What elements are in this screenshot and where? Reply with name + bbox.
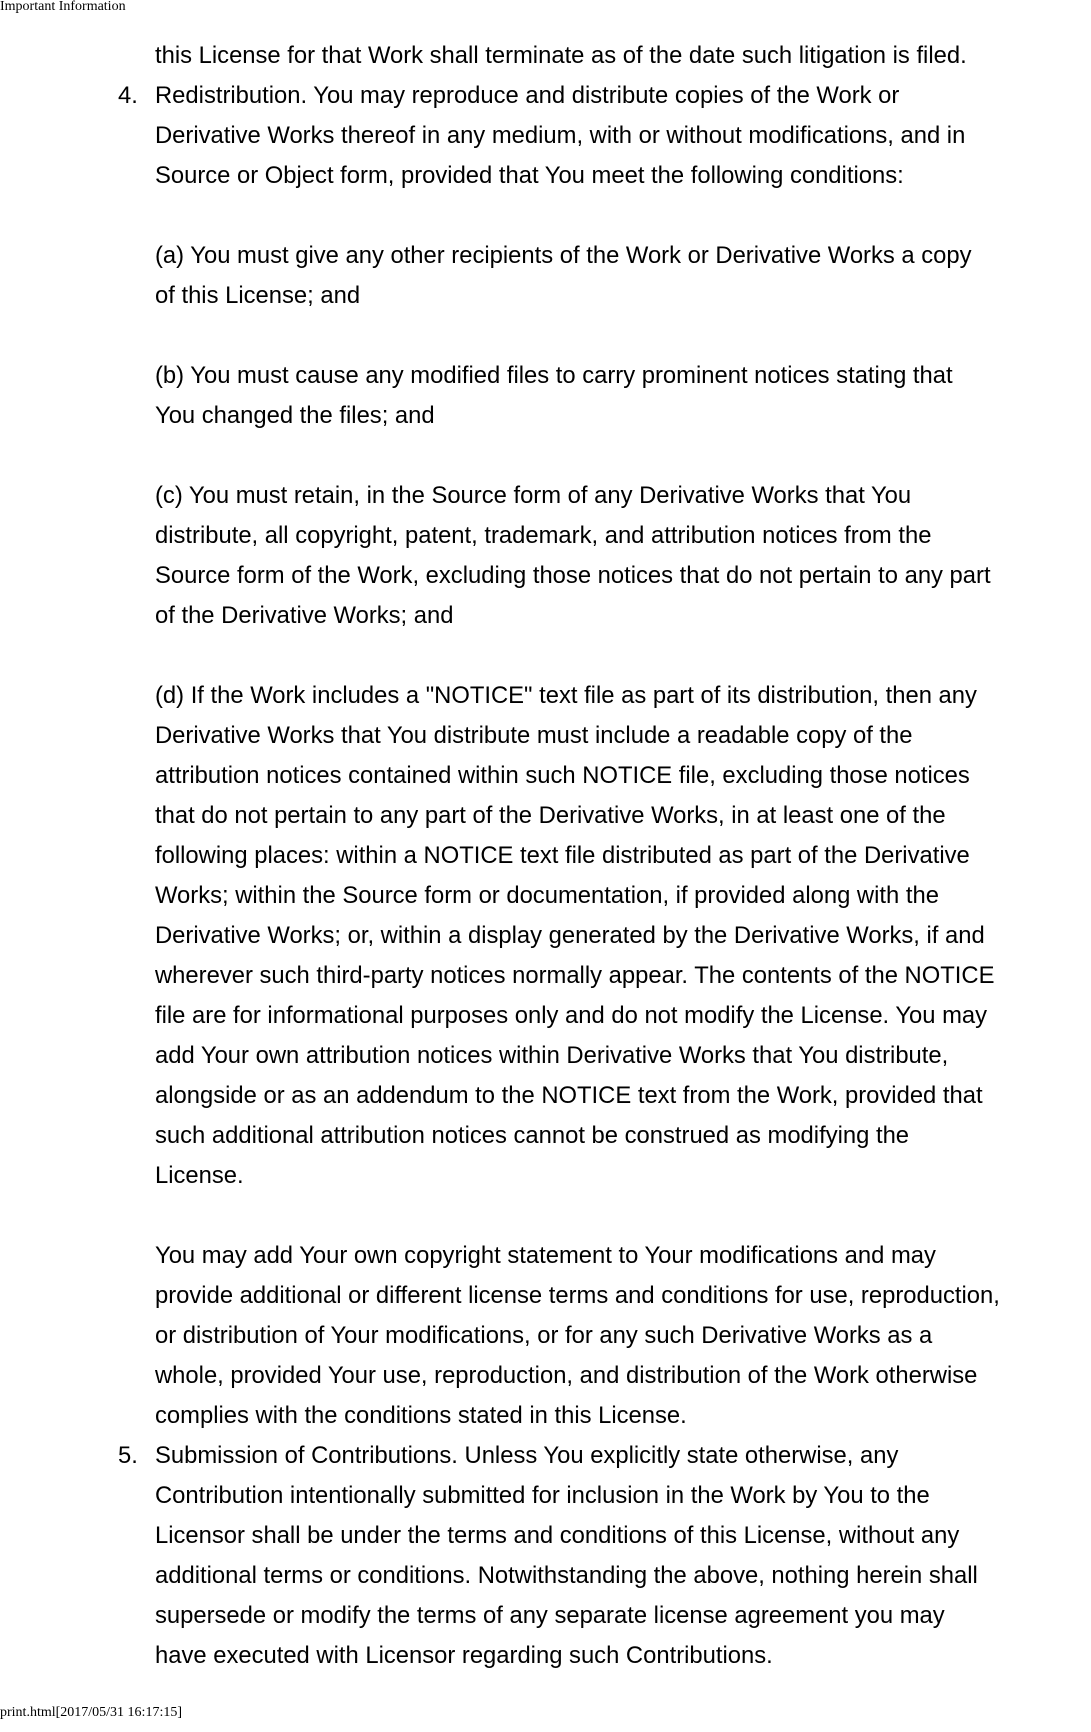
line-text: add Your own attribution notices within Derivative Works that You distribute, bbox=[155, 1042, 949, 1069]
text-line bbox=[0, 1396, 1091, 1436]
text-line bbox=[0, 116, 1091, 156]
line-text: Redistribution. You may reproduce and distribute copies of the Work or bbox=[155, 82, 900, 109]
line-text: distribute, all copyright, patent, trademark, and attribution notices from the bbox=[155, 522, 932, 549]
blank-line bbox=[0, 436, 1091, 476]
line-text: have executed with Licensor regarding such Contributions. bbox=[155, 1642, 773, 1669]
line-text: Source form of the Work, excluding those notices that do not pertain to any part bbox=[155, 562, 991, 589]
line-text: Derivative Works that You distribute must include a readable copy of the bbox=[155, 722, 913, 749]
blank-line bbox=[0, 196, 1091, 236]
line-text: Submission of Contributions. Unless You explicitly state otherwise, any bbox=[155, 1442, 899, 1469]
line-text: such additional attribution notices cannot be construed as modifying the bbox=[155, 1122, 910, 1149]
line-text: this License for that Work shall terminate as of the date such litigation is filed. bbox=[155, 42, 967, 69]
text-line bbox=[0, 1596, 1091, 1636]
text-line bbox=[0, 476, 1091, 516]
line-text: (a) You must give any other recipients of the Work or Derivative Works a copy bbox=[155, 242, 972, 269]
text-line bbox=[0, 1116, 1091, 1156]
text-line bbox=[0, 1476, 1091, 1516]
line-text: that do not pertain to any part of the Derivative Works, in at least one of the bbox=[155, 802, 946, 829]
text-line bbox=[0, 156, 1091, 196]
line-text: whole, provided Your use, reproduction, and distribution of the Work otherwise bbox=[155, 1362, 978, 1389]
page-footer: print.html[2017/05/31 16:17:15] bbox=[0, 1705, 182, 1720]
text-line bbox=[0, 596, 1091, 636]
text-line bbox=[0, 956, 1091, 996]
line-text: You may add Your own copyright statement to Your modifications and may bbox=[155, 1242, 936, 1269]
line-text: License. bbox=[155, 1162, 244, 1189]
text-line bbox=[0, 1516, 1091, 1556]
blank-line bbox=[0, 316, 1091, 356]
line-text: following places: within a NOTICE text file distributed as part of the Derivative bbox=[155, 842, 970, 869]
blank-line bbox=[0, 1196, 1091, 1236]
text-line bbox=[0, 1076, 1091, 1116]
line-text: (d) If the Work includes a "NOTICE" text file as part of its distribution, then any bbox=[155, 682, 977, 709]
text-line bbox=[0, 236, 1091, 276]
text-line bbox=[0, 556, 1091, 596]
line-text: of this License; and bbox=[155, 282, 361, 309]
line-text: (b) You must cause any modified files to carry prominent notices stating that bbox=[155, 362, 953, 389]
line-text: (c) You must retain, in the Source form of any Derivative Works that You bbox=[155, 482, 912, 509]
line-text: Works; within the Source form or documentation, if provided along with the bbox=[155, 882, 939, 909]
document-body bbox=[0, 36, 1091, 1676]
text-line bbox=[0, 1276, 1091, 1316]
text-line bbox=[0, 796, 1091, 836]
line-text: Derivative Works thereof in any medium, with or without modifications, and in bbox=[155, 122, 966, 149]
page-header: Important Information bbox=[0, 0, 126, 14]
text-line bbox=[0, 916, 1091, 956]
text-line bbox=[0, 1156, 1091, 1196]
text-line bbox=[0, 396, 1091, 436]
line-text: or distribution of Your modifications, or for any such Derivative Works as a bbox=[155, 1322, 933, 1349]
text-line bbox=[0, 276, 1091, 316]
text-line bbox=[0, 1556, 1091, 1596]
text-line bbox=[0, 1356, 1091, 1396]
line-text: file are for informational purposes only and do not modify the License. You may bbox=[155, 1002, 988, 1029]
text-line bbox=[0, 996, 1091, 1036]
line-text: additional terms or conditions. Notwithstanding the above, nothing herein shall bbox=[155, 1562, 978, 1589]
list-number: 5. bbox=[118, 1442, 138, 1469]
line-text: of the Derivative Works; and bbox=[155, 602, 454, 629]
text-line bbox=[0, 76, 1091, 116]
line-text: Contribution intentionally submitted for inclusion in the Work by You to the bbox=[155, 1482, 930, 1509]
text-line bbox=[0, 516, 1091, 556]
text-line bbox=[0, 356, 1091, 396]
line-text: attribution notices contained within such NOTICE file, excluding those notices bbox=[155, 762, 970, 789]
text-line bbox=[0, 676, 1091, 716]
line-text: supersede or modify the terms of any separate license agreement you may bbox=[155, 1602, 945, 1629]
line-text: alongside or as an addendum to the NOTICE text from the Work, provided that bbox=[155, 1082, 983, 1109]
line-text: provide additional or different license terms and conditions for use, reproduction, bbox=[155, 1282, 1000, 1309]
line-text: Licensor shall be under the terms and conditions of this License, without any bbox=[155, 1522, 960, 1549]
line-text: complies with the conditions stated in this License. bbox=[155, 1402, 687, 1429]
line-text: Derivative Works; or, within a display generated by the Derivative Works, if and bbox=[155, 922, 985, 949]
text-line bbox=[0, 1316, 1091, 1356]
text-line bbox=[0, 716, 1091, 756]
text-line bbox=[0, 1036, 1091, 1076]
list-number: 4. bbox=[118, 82, 138, 109]
text-line bbox=[0, 36, 1091, 76]
line-text: wherever such third-party notices normally appear. The contents of the NOTICE bbox=[155, 962, 995, 989]
blank-line bbox=[0, 636, 1091, 676]
line-text: You changed the files; and bbox=[155, 402, 435, 429]
text-line bbox=[0, 1636, 1091, 1676]
text-line bbox=[0, 836, 1091, 876]
text-line bbox=[0, 876, 1091, 916]
line-text: Source or Object form, provided that You meet the following conditions: bbox=[155, 162, 904, 189]
text-line bbox=[0, 756, 1091, 796]
text-line bbox=[0, 1236, 1091, 1276]
text-line bbox=[0, 1436, 1091, 1476]
